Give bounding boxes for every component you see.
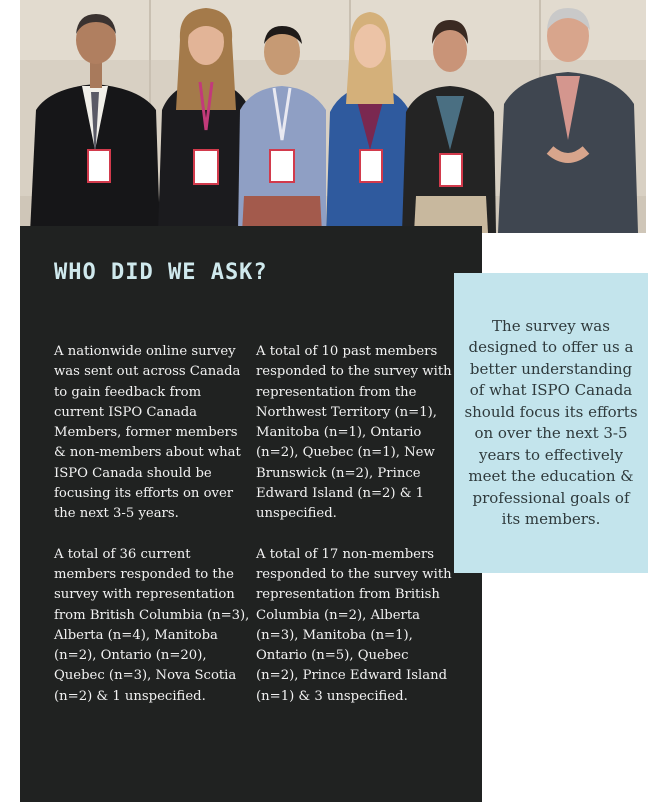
right-column <box>256 342 452 707</box>
group-photo-icon <box>20 0 646 233</box>
pull-quote-box <box>454 273 648 573</box>
pull-quote-text: The survey was designed to offer us a better understanding of what ISPO Canada should focus its efforts on over the next 3-5 years to effectively meet the education & professional goals of its members. <box>464 316 638 528</box>
group-photo <box>20 0 646 233</box>
section-title: WHO DID WE ASK? <box>54 260 268 285</box>
current-members-paragraph: A total of 36 current members responded to the survey with representation from British Columbia (n=3), Alberta (n=4), Manitoba (n=2), Ontario (n=20), Quebec (n=3), Nova Scotia (n=2) & 1 unspecified. <box>54 546 250 704</box>
survey-intro-paragraph: A nationwide online survey was sent out across Canada to gain feedback from current ISPO Canada Members, former members & non-members about what ISPO Canada should be focusing its efforts on over the next 3-5 years. <box>54 344 241 522</box>
left-column <box>54 342 250 707</box>
content-panel <box>20 226 482 802</box>
non-members-paragraph: A total of 17 non-members responded to the survey with representation from British Columbia (n=2), Alberta (n=3), Manitoba (n=1), Ontario (n=5), Quebec (n=2), Prince Edward Island (n=1) & 3 unspecified. <box>256 546 452 704</box>
past-members-paragraph: A total of 10 past members responded to the survey with representation from the Northwest Territory (n=1), Manitoba (n=1), Ontario (n=2), Quebec (n=1), New Brunswick (n=2), Prince Edward Island (n=2) & 1 unspecified. <box>256 344 452 522</box>
